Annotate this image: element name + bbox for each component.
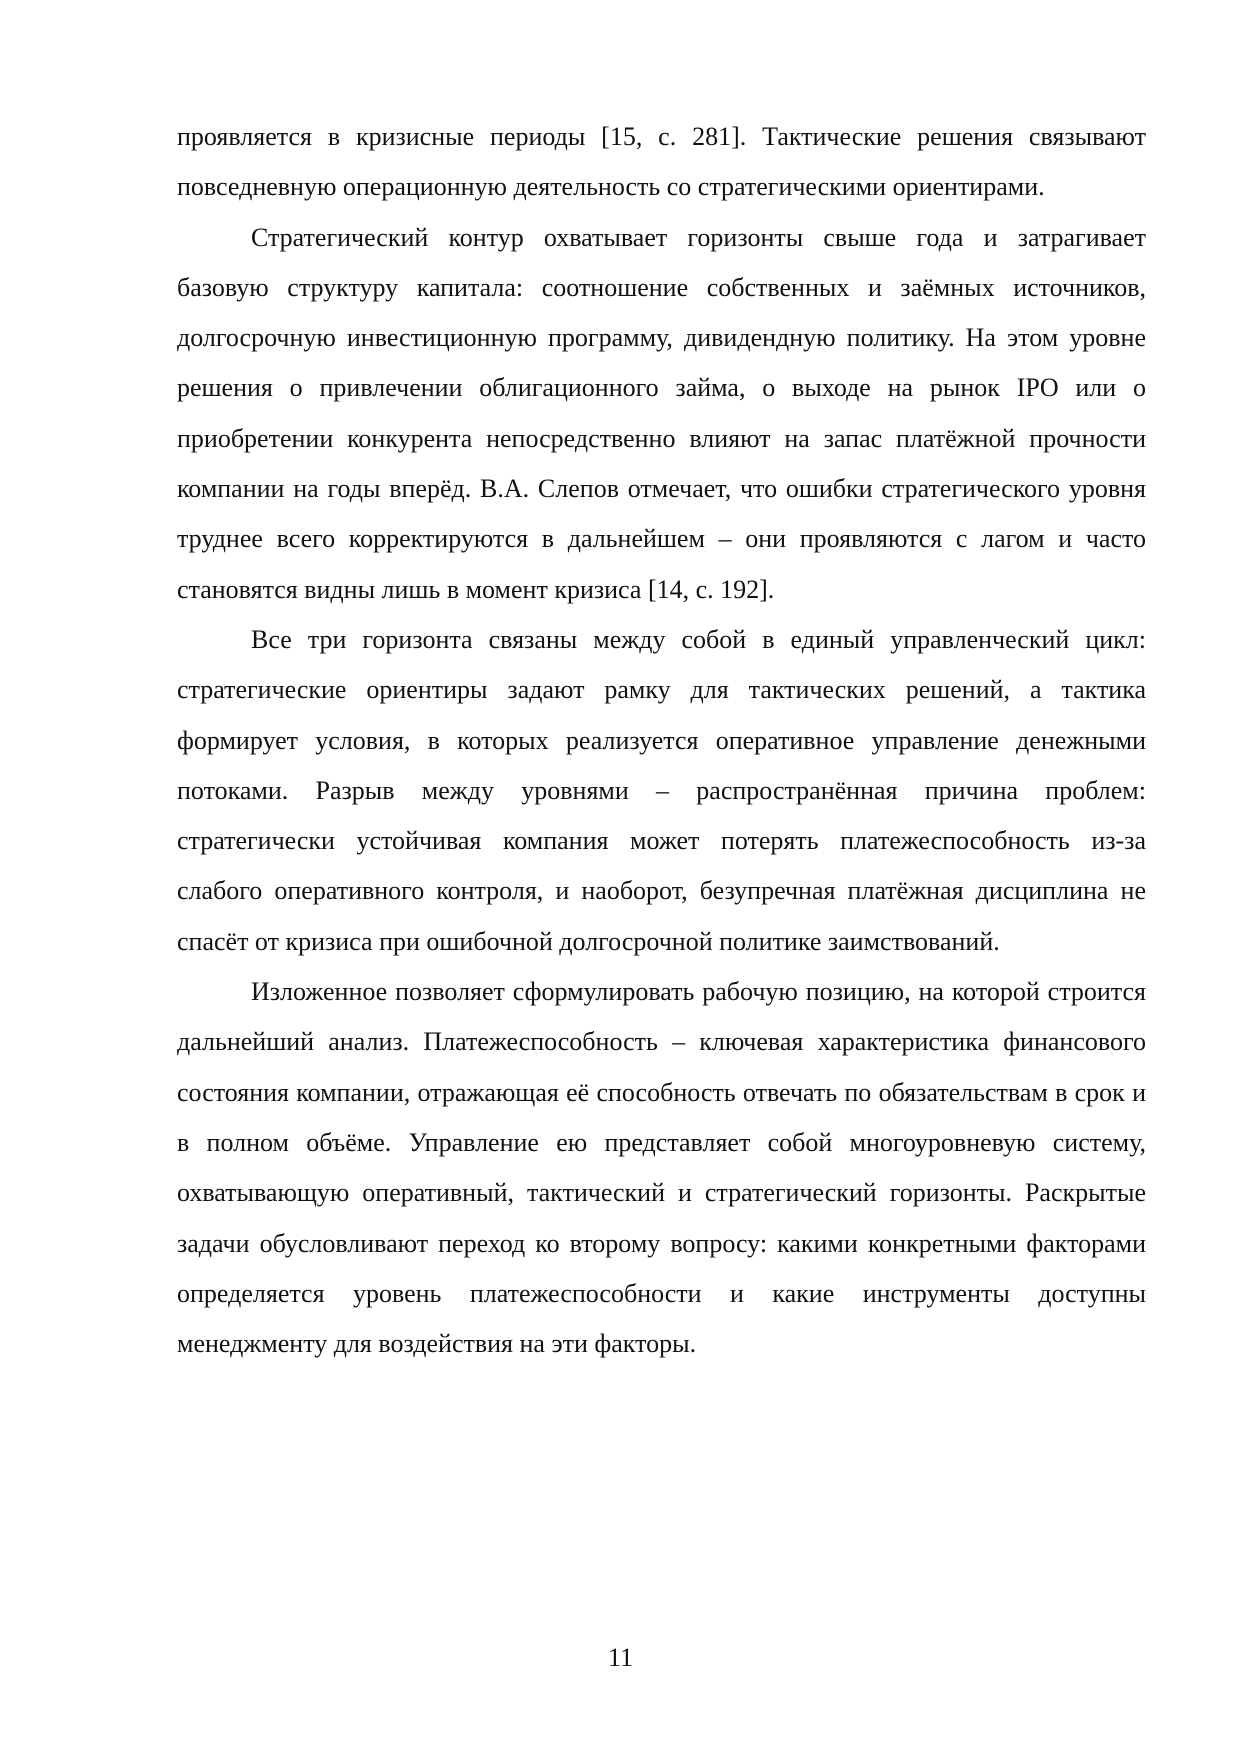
- paragraph-3: Все три горизонта связаны между собой в единый управленческий цикл: стратегические ориентиры задают рамку для тактических решений, а тактика формирует условия, в которых реализуется оперативное управление денежными потоками. Разрыв между уровнями – распространённая причина проблем: стратегически устойчивая компания может потерять платежеспособность из-за слабого оперативного контроля, и наоборот, безупречная платёжная дисциплина не спасёт от кризиса при ошибочной долгосрочной политике заимствований.: [177, 624, 1146, 956]
- page-number: 11: [607, 1643, 634, 1672]
- paragraph-1: проявляется в кризисные периоды [15, с. 281]. Тактические решения связывают повседневную операционную деятельность со стратегическими ориентирами.: [177, 122, 1146, 202]
- paragraph-4: Изложенное позволяет сформулировать рабочую позицию, на которой строится дальнейший анализ. Платежеспособность – ключевая характеристика финансового состояния компании, отражающая её способность отвечать по обязательствам в срок и в полном объёме. Управление ею представляет собой многоуровневую систему, охватывающую оперативный, тактический и стратегический горизонты. Раскрытые задачи обусловливают переход ко второму вопросу: какими конкретными факторами определяется уровень платежеспособности и какие инструменты доступны менеджменту для воздействия на эти факторы.: [177, 977, 1146, 1359]
- body-text: [177, 112, 1146, 1369]
- paragraph-2: Стратегический контур охватывает горизонты свыше года и затрагивает базовую структуру капитала: соотношение собственных и заёмных источников, долгосрочную инвестиционную программу, дивидендную политику. На этом уровне решения о привлечении облигационного займа, о выходе на рынок IPO или о приобретении конкурента непосредственно влияют на запас платёжной прочности компании на годы вперёд. В.А. Слепов отмечает, что ошибки стратегического уровня труднее всего корректируются в дальнейшем – они проявляются с лагом и часто становятся видны лишь в момент кризиса [14, с. 192].: [177, 222, 1146, 604]
